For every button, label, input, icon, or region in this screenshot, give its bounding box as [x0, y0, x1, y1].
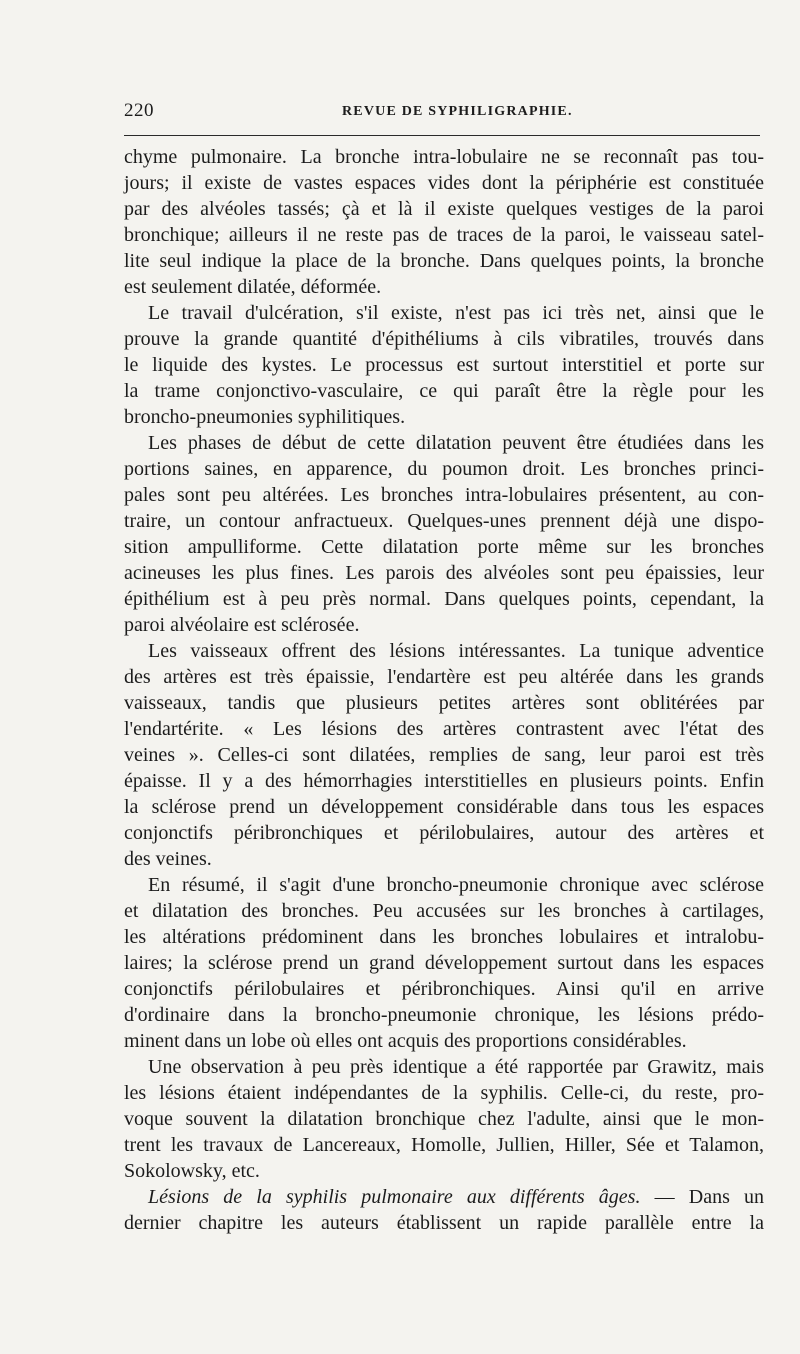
- body-text: [124, 144, 764, 1236]
- text-line: lite seul indique la place de la bronche. Dans quelques points, la bronche: [124, 250, 764, 272]
- text-line: prouve la grande quantité d'épithéliums à cils vibratiles, trouvés dans: [124, 328, 764, 350]
- text-line: portions saines, en apparence, du poumon droit. Les bronches princi-: [124, 458, 764, 480]
- header-rule: [124, 135, 760, 136]
- paragraph: [124, 144, 764, 300]
- text-line: traire, un contour anfractueux. Quelques-unes prennent déjà une dispo-: [124, 510, 764, 532]
- text-line: la sclérose prend un développement considérable dans tous les espaces: [124, 796, 764, 818]
- text-line: et dilatation des bronches. Peu accusées sur les bronches à cartilages,: [124, 900, 764, 922]
- text-line: conjonctifs périlobulaires et péribronchiques. Ainsi qu'il en arrive: [124, 978, 764, 1000]
- section-heading: Lésions de la syphilis pulmonaire aux différents âges.: [148, 1186, 641, 1208]
- text-line: En résumé, il s'agit d'une broncho-pneumonie chronique avec sclérose: [148, 874, 764, 896]
- paragraph: [124, 430, 764, 638]
- text-line: Le travail d'ulcération, s'il existe, n'est pas ici très net, ainsi que le: [148, 302, 764, 324]
- text-line: le liquide des kystes. Le processus est surtout interstitiel et porte sur: [124, 354, 764, 376]
- text-line: la trame conjonctivo-vasculaire, ce qui paraît être la règle pour les: [124, 380, 764, 402]
- text-line: est seulement dilatée, déformée.: [124, 276, 382, 298]
- heading-continuation: — Dans un: [640, 1186, 764, 1208]
- section-heading-line: [124, 1184, 764, 1210]
- paragraph: [124, 300, 764, 430]
- text-line: des veines.: [124, 848, 212, 870]
- page-header: [124, 100, 760, 124]
- text-line: trent les travaux de Lancereaux, Homolle, Jullien, Hiller, Sée et Talamon,: [124, 1134, 764, 1156]
- running-title: REVUE DE SYPHILIGRAPHIE.: [342, 104, 573, 119]
- page-number: 220: [124, 100, 154, 121]
- text-line: broncho-pneumonies syphilitiques.: [124, 406, 406, 428]
- text-line: minent dans un lobe où elles ont acquis des proportions considérables.: [124, 1030, 687, 1052]
- text-line: paroi alvéolaire est sclérosée.: [124, 614, 360, 636]
- text-line: les lésions étaient indépendantes de la syphilis. Celle-ci, du reste, pro-: [124, 1082, 764, 1104]
- text-line: les altérations prédominent dans les bronches lobulaires et intralobu-: [124, 926, 764, 948]
- paragraph: [124, 638, 764, 872]
- text-line: Une observation à peu près identique a été rapportée par Grawitz, mais: [148, 1056, 764, 1078]
- text-line: acineuses les plus fines. Les parois des alvéoles sont peu épaissies, leur: [124, 562, 764, 584]
- text-line: laires; la sclérose prend un grand développement surtout dans les espaces: [124, 952, 764, 974]
- text-line: vaisseaux, tandis que plusieurs petites artères sont oblitérées par: [124, 692, 764, 714]
- text-line: chyme pulmonaire. La bronche intra-lobulaire ne se reconnaît pas tou-: [124, 146, 764, 168]
- paragraph: [124, 872, 764, 1054]
- text-line: épaisse. Il y a des hémorrhagies interstitielles en plusieurs points. Enfin: [124, 770, 764, 792]
- text-line: pales sont peu altérées. Les bronches intra-lobulaires présentent, au con-: [124, 484, 764, 506]
- text-line: par des alvéoles tassés; çà et là il existe quelques vestiges de la paroi: [124, 198, 764, 220]
- text-line: dernier chapitre les auteurs établissent un rapide parallèle entre la: [124, 1212, 764, 1234]
- text-line: épithélium est à peu près normal. Dans quelques points, cependant, la: [124, 588, 764, 610]
- text-line: sition ampulliforme. Cette dilatation porte même sur les bronches: [124, 536, 764, 558]
- text-line: des artères est très épaissie, l'endartère est peu altérée dans les grands: [124, 666, 764, 688]
- text-line: veines ». Celles-ci sont dilatées, remplies de sang, leur paroi est très: [124, 744, 764, 766]
- paragraph: [124, 1184, 764, 1236]
- text-line: Les phases de début de cette dilatation peuvent être étudiées dans les: [148, 432, 764, 454]
- paragraph: [124, 1054, 764, 1184]
- text-line: Sokolowsky, etc.: [124, 1160, 260, 1182]
- text-line: voque souvent la dilatation bronchique chez l'adulte, ainsi que le mon-: [124, 1108, 764, 1130]
- text-line: bronchique; ailleurs il ne reste pas de traces de la paroi, le vaisseau satel-: [124, 224, 764, 246]
- text-line: l'endartérite. « Les lésions des artères contrastent avec l'état des: [124, 718, 764, 740]
- text-line: conjonctifs péribronchiques et périlobulaires, autour des artères et: [124, 822, 764, 844]
- text-line: d'ordinaire dans la broncho-pneumonie chronique, les lésions prédo-: [124, 1004, 764, 1026]
- text-line: Les vaisseaux offrent des lésions intéressantes. La tunique adventice: [148, 640, 764, 662]
- text-line: jours; il existe de vastes espaces vides dont la périphérie est constituée: [124, 172, 764, 194]
